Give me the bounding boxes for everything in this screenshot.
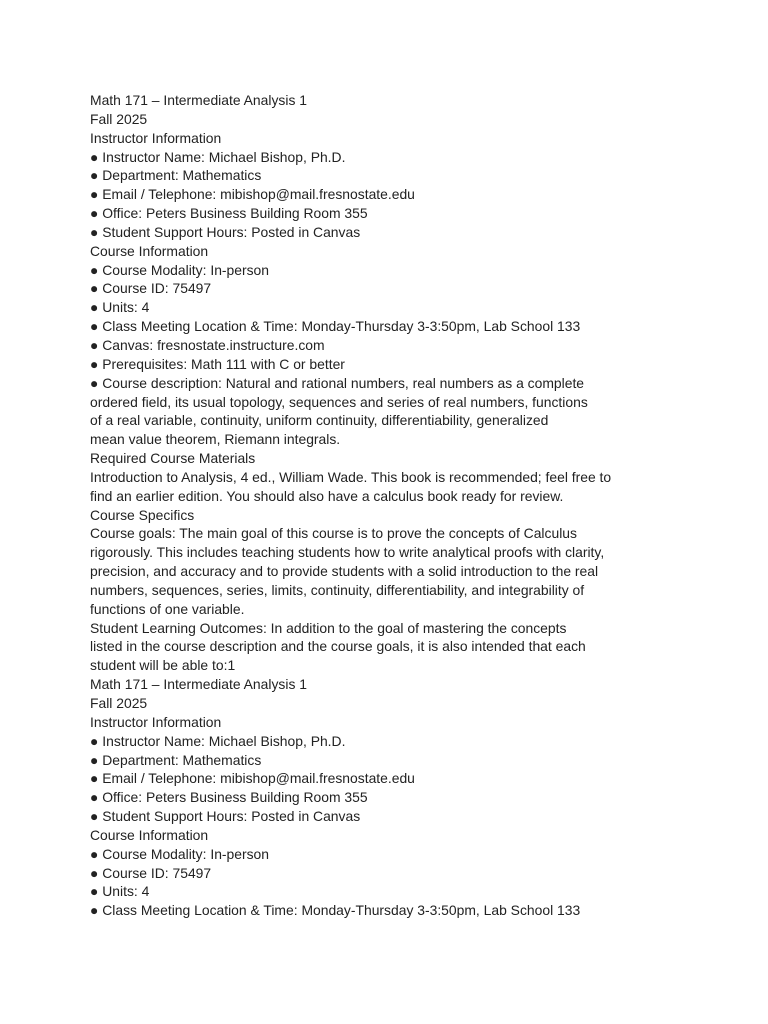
list-item: ● Instructor Name: Michael Bishop, Ph.D.: [90, 148, 346, 165]
list-item: ● Office: Peters Business Building Room 355: [90, 205, 368, 222]
list-item: ● Student Support Hours: Posted in Canvas: [90, 223, 361, 240]
list-item: ● Prerequisites: Math 111 with C or better: [90, 355, 345, 372]
list-item: ● Class Meeting Location & Time: Monday-Thursday 3-3:50pm, Lab School 133: [90, 318, 581, 335]
term: Fall 2025: [90, 695, 148, 711]
list-item: ● Department: Mathematics: [90, 751, 262, 768]
term: Fall 2025: [90, 110, 148, 127]
list-item: ● Office: Peters Business Building Room 355: [90, 789, 368, 806]
course-title: Math 171 – Intermediate Analysis 1: [90, 676, 307, 693]
list-item: ● Canvas: fresnostate.instructure.com: [90, 336, 325, 353]
paragraph-line: ordered field, its usual topology, sequences and series of real numbers, functions: [90, 393, 588, 410]
paragraph-line: find an earlier edition. You should also have a calculus book ready for review.: [90, 487, 564, 504]
list-item: ● Course ID: 75497: [90, 280, 212, 297]
paragraph-line: numbers, sequences, series, limits, continuity, differentiability, and integrability of: [90, 581, 585, 598]
paragraph-line: student will be able to:1: [90, 657, 236, 674]
paragraph-line: of a real variable, continuity, uniform continuity, differentiability, generalized: [90, 412, 549, 429]
paragraph-line: Introduction to Analysis, 4 ed., William Wade. This book is recommended; feel free to: [90, 468, 612, 485]
list-item: ● Course Modality: In-person: [90, 845, 270, 862]
list-item: ● Units: 4: [90, 883, 150, 900]
list-item: ● Class Meeting Location & Time: Monday-Thursday 3-3:50pm, Lab School 133: [90, 902, 581, 919]
list-item: ● Email / Telephone: mibishop@mail.fresnostate.edu: [90, 770, 415, 787]
paragraph-line: listed in the course description and the course goals, it is also intended that each: [90, 638, 586, 655]
list-item: ● Course Modality: In-person: [90, 261, 270, 278]
section-heading-specifics: Course Specifics: [90, 506, 195, 523]
paragraph-line: functions of one variable.: [90, 600, 245, 617]
list-item: ● Units: 4: [90, 299, 150, 316]
paragraph-line: rigorously. This includes teaching students how to write analytical proofs with clarity,: [90, 544, 605, 561]
course-title: Math 171 – Intermediate Analysis 1: [90, 92, 307, 108]
list-item: ● Instructor Name: Michael Bishop, Ph.D.: [90, 732, 346, 749]
section-heading-instructor: Instructor Information: [90, 713, 222, 730]
list-item: ● Course description: Natural and rational numbers, real numbers as a complete: [90, 374, 585, 391]
list-item: ● Course ID: 75497: [90, 864, 212, 881]
document-body: [90, 91, 730, 920]
list-item: ● Department: Mathematics: [90, 167, 262, 184]
list-item: ● Student Support Hours: Posted in Canvas: [90, 808, 361, 825]
section-heading-course-info: Course Information: [90, 826, 209, 843]
paragraph-line: mean value theorem, Riemann integrals.: [90, 431, 341, 448]
paragraph-line: Course goals: The main goal of this course is to prove the concepts of Calculus: [90, 525, 577, 542]
section-heading-course-info: Course Information: [90, 242, 209, 259]
section-heading-materials: Required Course Materials: [90, 450, 256, 467]
section-heading-instructor: Instructor Information: [90, 129, 222, 146]
paragraph-line: Student Learning Outcomes: In addition to the goal of mastering the concepts: [90, 619, 567, 636]
paragraph-line: precision, and accuracy and to provide students with a solid introduction to the real: [90, 563, 599, 580]
list-item: ● Email / Telephone: mibishop@mail.fresnostate.edu: [90, 186, 415, 203]
